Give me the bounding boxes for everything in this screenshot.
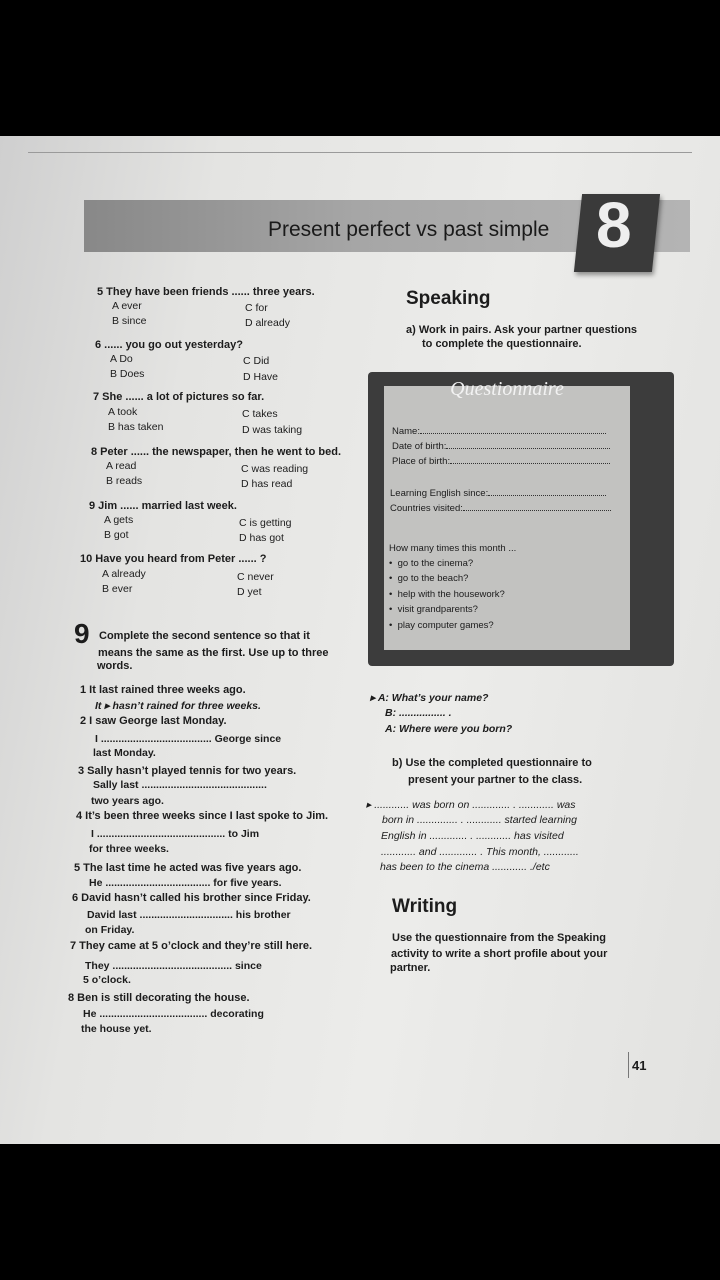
field-countries-visited bbox=[390, 503, 611, 514]
part-b-instruction: b) Use the completed questionnaire to bbox=[392, 757, 592, 769]
textbook-page bbox=[0, 136, 720, 1144]
exercise-line: He ..................................... decorating bbox=[83, 1008, 264, 1020]
exercise-line: two years ago. bbox=[91, 795, 164, 807]
mc-option: B got bbox=[104, 529, 129, 541]
writing-instruction: activity to write a short profile about your bbox=[391, 948, 608, 960]
mc-option: D already bbox=[245, 317, 290, 329]
exercise-line: He .................................... for five years. bbox=[89, 877, 282, 889]
profile-line: has been to the cinema ............ ./etc bbox=[380, 861, 550, 873]
exercise-number: 9 bbox=[74, 618, 90, 649]
questionnaire-item: • go to the cinema? bbox=[389, 558, 474, 569]
exercise-line: last Monday. bbox=[93, 747, 156, 759]
speaking-instruction: a) Work in pairs. Ask your partner questions bbox=[406, 324, 638, 336]
profile-line: born in .............. . ............ started learning bbox=[382, 814, 577, 826]
field-label: Countries visited: bbox=[390, 503, 463, 514]
mc-question: 6 ...... you go out yesterday? bbox=[95, 339, 243, 351]
field-label: Learning English since: bbox=[390, 488, 489, 499]
exercise-instruction: Complete the second sentence so that it bbox=[99, 630, 310, 642]
exercise-line: the house yet. bbox=[81, 1023, 152, 1035]
exercise-item: 5 The last time he acted was five years ago. bbox=[74, 862, 302, 874]
field-place-of-birth bbox=[392, 456, 610, 467]
mc-option: C never bbox=[237, 571, 274, 583]
mc-option: B has taken bbox=[108, 421, 164, 433]
questionnaire-item: • go to the beach? bbox=[389, 573, 469, 584]
exercise-line: 5 o’clock. bbox=[83, 974, 131, 986]
mc-option: A read bbox=[106, 460, 137, 472]
mc-option: B ever bbox=[102, 583, 133, 595]
writing-instruction: partner. bbox=[390, 962, 431, 974]
exercise-item: 8 Ben is still decorating the house. bbox=[68, 992, 250, 1004]
mc-question: 10 Have you heard from Peter ...... ? bbox=[80, 553, 267, 565]
field-learning-english bbox=[390, 488, 606, 499]
exercise-item: 6 David hasn’t called his brother since Friday. bbox=[72, 892, 311, 904]
exercise-item: 7 They came at 5 o’clock and they’re still here. bbox=[70, 940, 313, 952]
mc-option: C is getting bbox=[239, 517, 292, 529]
unit-number: 8 bbox=[596, 189, 632, 261]
mc-option: D has got bbox=[239, 532, 284, 544]
mc-option: C takes bbox=[242, 408, 278, 420]
profile-line: ▸ ............ was born on ............. . ............ was bbox=[366, 799, 576, 811]
how-many-label: How many times this month ... bbox=[389, 543, 517, 554]
mc-option: C was reading bbox=[241, 463, 309, 475]
field-label: Name: bbox=[392, 426, 420, 437]
questionnaire-item: • visit grandparents? bbox=[389, 604, 478, 615]
top-rule bbox=[28, 152, 692, 153]
mc-option: A Do bbox=[110, 353, 133, 365]
exercise-item: 1 It last rained three weeks ago. bbox=[80, 684, 246, 696]
questionnaire-item: • help with the housework? bbox=[389, 589, 505, 600]
speaking-instruction: to complete the questionnaire. bbox=[422, 338, 582, 350]
writing-instruction: Use the questionnaire from the Speaking bbox=[392, 932, 606, 944]
mc-option: B Does bbox=[110, 368, 145, 380]
questionnaire-item: • play computer games? bbox=[389, 620, 494, 631]
exercise-item: 3 Sally hasn’t played tennis for two years. bbox=[78, 765, 297, 777]
mc-option: D yet bbox=[237, 586, 262, 598]
mc-option: D was taking bbox=[242, 424, 303, 436]
mc-option: C for bbox=[245, 302, 268, 314]
mc-option: A took bbox=[108, 406, 138, 418]
dialogue-line: A: Where were you born? bbox=[385, 723, 513, 735]
dialogue-line: ▸ A: What’s your name? bbox=[370, 692, 489, 704]
mc-option: A gets bbox=[104, 514, 134, 526]
mc-option: A already bbox=[102, 568, 146, 580]
page-title: Present perfect vs past simple bbox=[268, 218, 550, 241]
exercise-line: I ...................................... George since bbox=[95, 733, 282, 745]
writing-heading: Writing bbox=[392, 896, 458, 917]
mc-option: B since bbox=[112, 315, 147, 327]
speaking-heading: Speaking bbox=[406, 288, 491, 309]
mc-question: 9 Jim ...... married last week. bbox=[89, 500, 237, 512]
mc-option: B reads bbox=[106, 475, 143, 487]
mc-question: 8 Peter ...... the newspaper, then he went to bed. bbox=[91, 446, 341, 458]
profile-line: English in ............. . ............ has visited bbox=[381, 830, 564, 842]
exercise-instruction: means the same as the first. Use up to three bbox=[98, 647, 329, 659]
exercise-answer: It ▸ hasn’t rained for three weeks. bbox=[95, 700, 261, 712]
mc-question: 5 They have been friends ...... three years. bbox=[97, 286, 315, 298]
exercise-line: I ............................................ to Jim bbox=[91, 828, 260, 840]
field-label: Place of birth: bbox=[392, 456, 451, 467]
page-number-divider bbox=[628, 1052, 629, 1078]
mc-question: 7 She ...... a lot of pictures so far. bbox=[93, 391, 265, 403]
part-b-instruction: present your partner to the class. bbox=[408, 774, 583, 786]
mc-option: C Did bbox=[243, 355, 270, 367]
exercise-instruction: words. bbox=[97, 660, 133, 672]
mc-option: D has read bbox=[241, 478, 293, 490]
field-date-of-birth bbox=[392, 441, 610, 452]
page-number: 41 bbox=[632, 1058, 647, 1073]
profile-line: ............ and ............. . This month, ............ bbox=[381, 846, 579, 858]
questionnaire-title: Questionnaire bbox=[450, 378, 564, 400]
exercise-item: 4 It’s been three weeks since I last spoke to Jim. bbox=[76, 810, 329, 822]
exercise-line: for three weeks. bbox=[89, 843, 169, 855]
exercise-line: They ......................................... since bbox=[85, 960, 262, 972]
mc-option: A ever bbox=[112, 300, 142, 312]
dialogue-line: B: ................ . bbox=[385, 707, 452, 719]
exercise-line: Sally last ........................................... bbox=[93, 779, 267, 791]
field-name bbox=[392, 426, 606, 437]
exercise-line: on Friday. bbox=[85, 924, 135, 936]
mc-option: D Have bbox=[243, 371, 279, 383]
field-label: Date of birth: bbox=[392, 441, 447, 452]
exercise-item: 2 I saw George last Monday. bbox=[80, 715, 227, 727]
exercise-line: David last ................................ his brother bbox=[87, 909, 291, 921]
